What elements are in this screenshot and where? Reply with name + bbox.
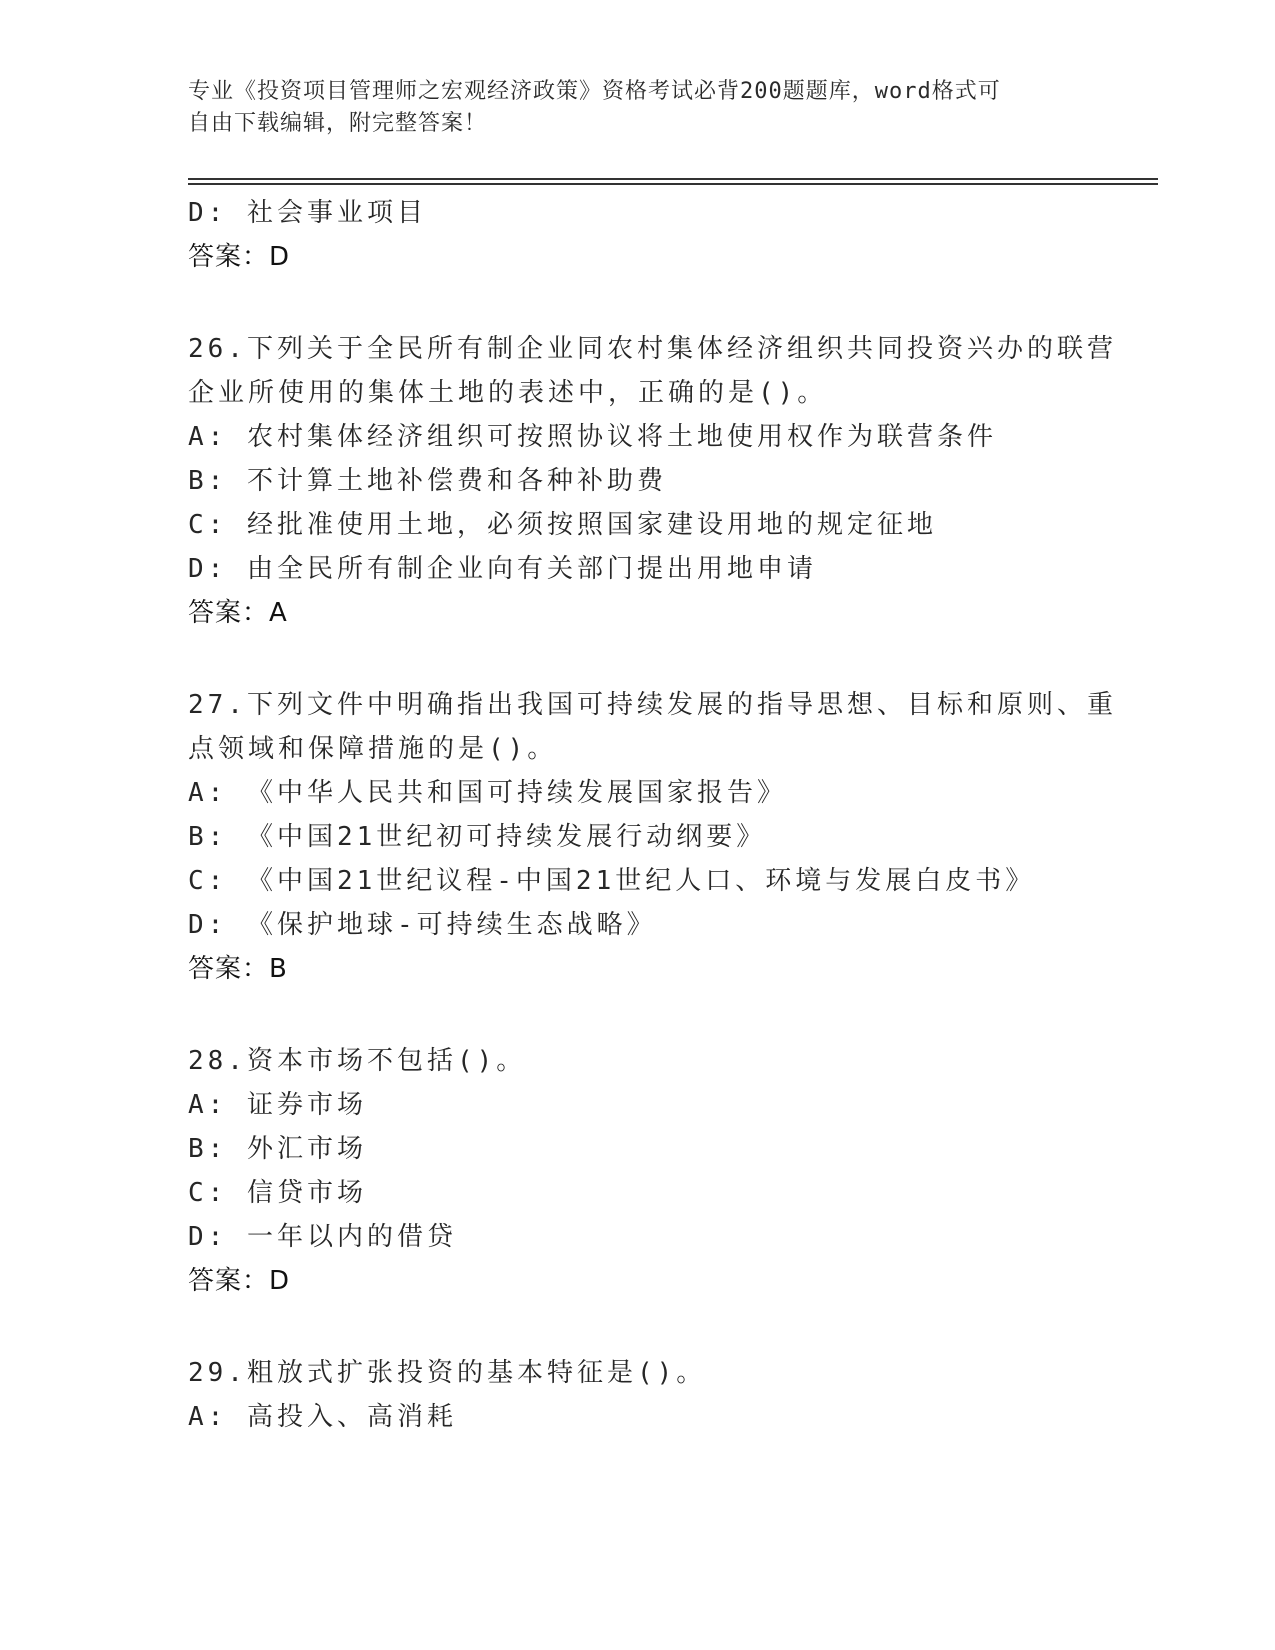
q27-stem-line-2: 点领域和保障措施的是()。 bbox=[188, 734, 558, 764]
q25-answer: 答案：D bbox=[188, 242, 291, 272]
q26-option-d: D: 由全民所有制企业向有关部门提出用地申请 bbox=[188, 554, 817, 584]
q27-option-a: A: 《中华人民共和国可持续发展国家报告》 bbox=[188, 778, 787, 808]
q26-stem-line-1: 26.下列关于全民所有制企业同农村集体经济组织共同投资兴办的联营 bbox=[188, 334, 1117, 364]
q26-option-a: A: 农村集体经济组织可按照协议将土地使用权作为联营条件 bbox=[188, 422, 997, 452]
q26-option-c: C: 经批准使用土地，必须按照国家建设用地的规定征地 bbox=[188, 510, 937, 540]
q27-option-c: C: 《中国21世纪议程-中国21世纪人口、环境与发展白皮书》 bbox=[188, 866, 1036, 896]
q26-option-b: B: 不计算土地补偿费和各种补助费 bbox=[188, 466, 667, 496]
q28-option-a: A: 证券市场 bbox=[188, 1090, 367, 1120]
q27-option-b: B: 《中国21世纪初可持续发展行动纲要》 bbox=[188, 822, 767, 852]
q26-stem-line-2: 企业所使用的集体土地的表述中，正确的是()。 bbox=[188, 378, 828, 408]
q28-option-d: D: 一年以内的借贷 bbox=[188, 1222, 457, 1252]
q28-answer: 答案：D bbox=[188, 1266, 291, 1296]
q28-stem: 28.资本市场不包括()。 bbox=[188, 1046, 527, 1076]
header-rule-top bbox=[188, 178, 1158, 180]
header-line-1: 专业《投资项目管理师之宏观经济政策》资格考试必背200题题库，word格式可 bbox=[188, 79, 1001, 104]
header-line-2: 自由下载编辑，附完整答案！ bbox=[188, 111, 488, 136]
header-rule-bottom bbox=[188, 183, 1158, 185]
document-header bbox=[188, 76, 1088, 140]
q29-option-a: A: 高投入、高消耗 bbox=[188, 1402, 457, 1432]
q26-answer: 答案：A bbox=[188, 598, 288, 628]
q27-answer: 答案：B bbox=[188, 954, 288, 984]
q27-option-d: D: 《保护地球-可持续生态战略》 bbox=[188, 910, 657, 940]
q25-option-d: D: 社会事业项目 bbox=[188, 198, 427, 228]
q29-stem: 29.粗放式扩张投资的基本特征是()。 bbox=[188, 1358, 707, 1388]
q28-option-c: C: 信贷市场 bbox=[188, 1178, 367, 1208]
q27-stem-line-1: 27.下列文件中明确指出我国可持续发展的指导思想、目标和原则、重 bbox=[188, 690, 1117, 720]
q28-option-b: B: 外汇市场 bbox=[188, 1134, 367, 1164]
